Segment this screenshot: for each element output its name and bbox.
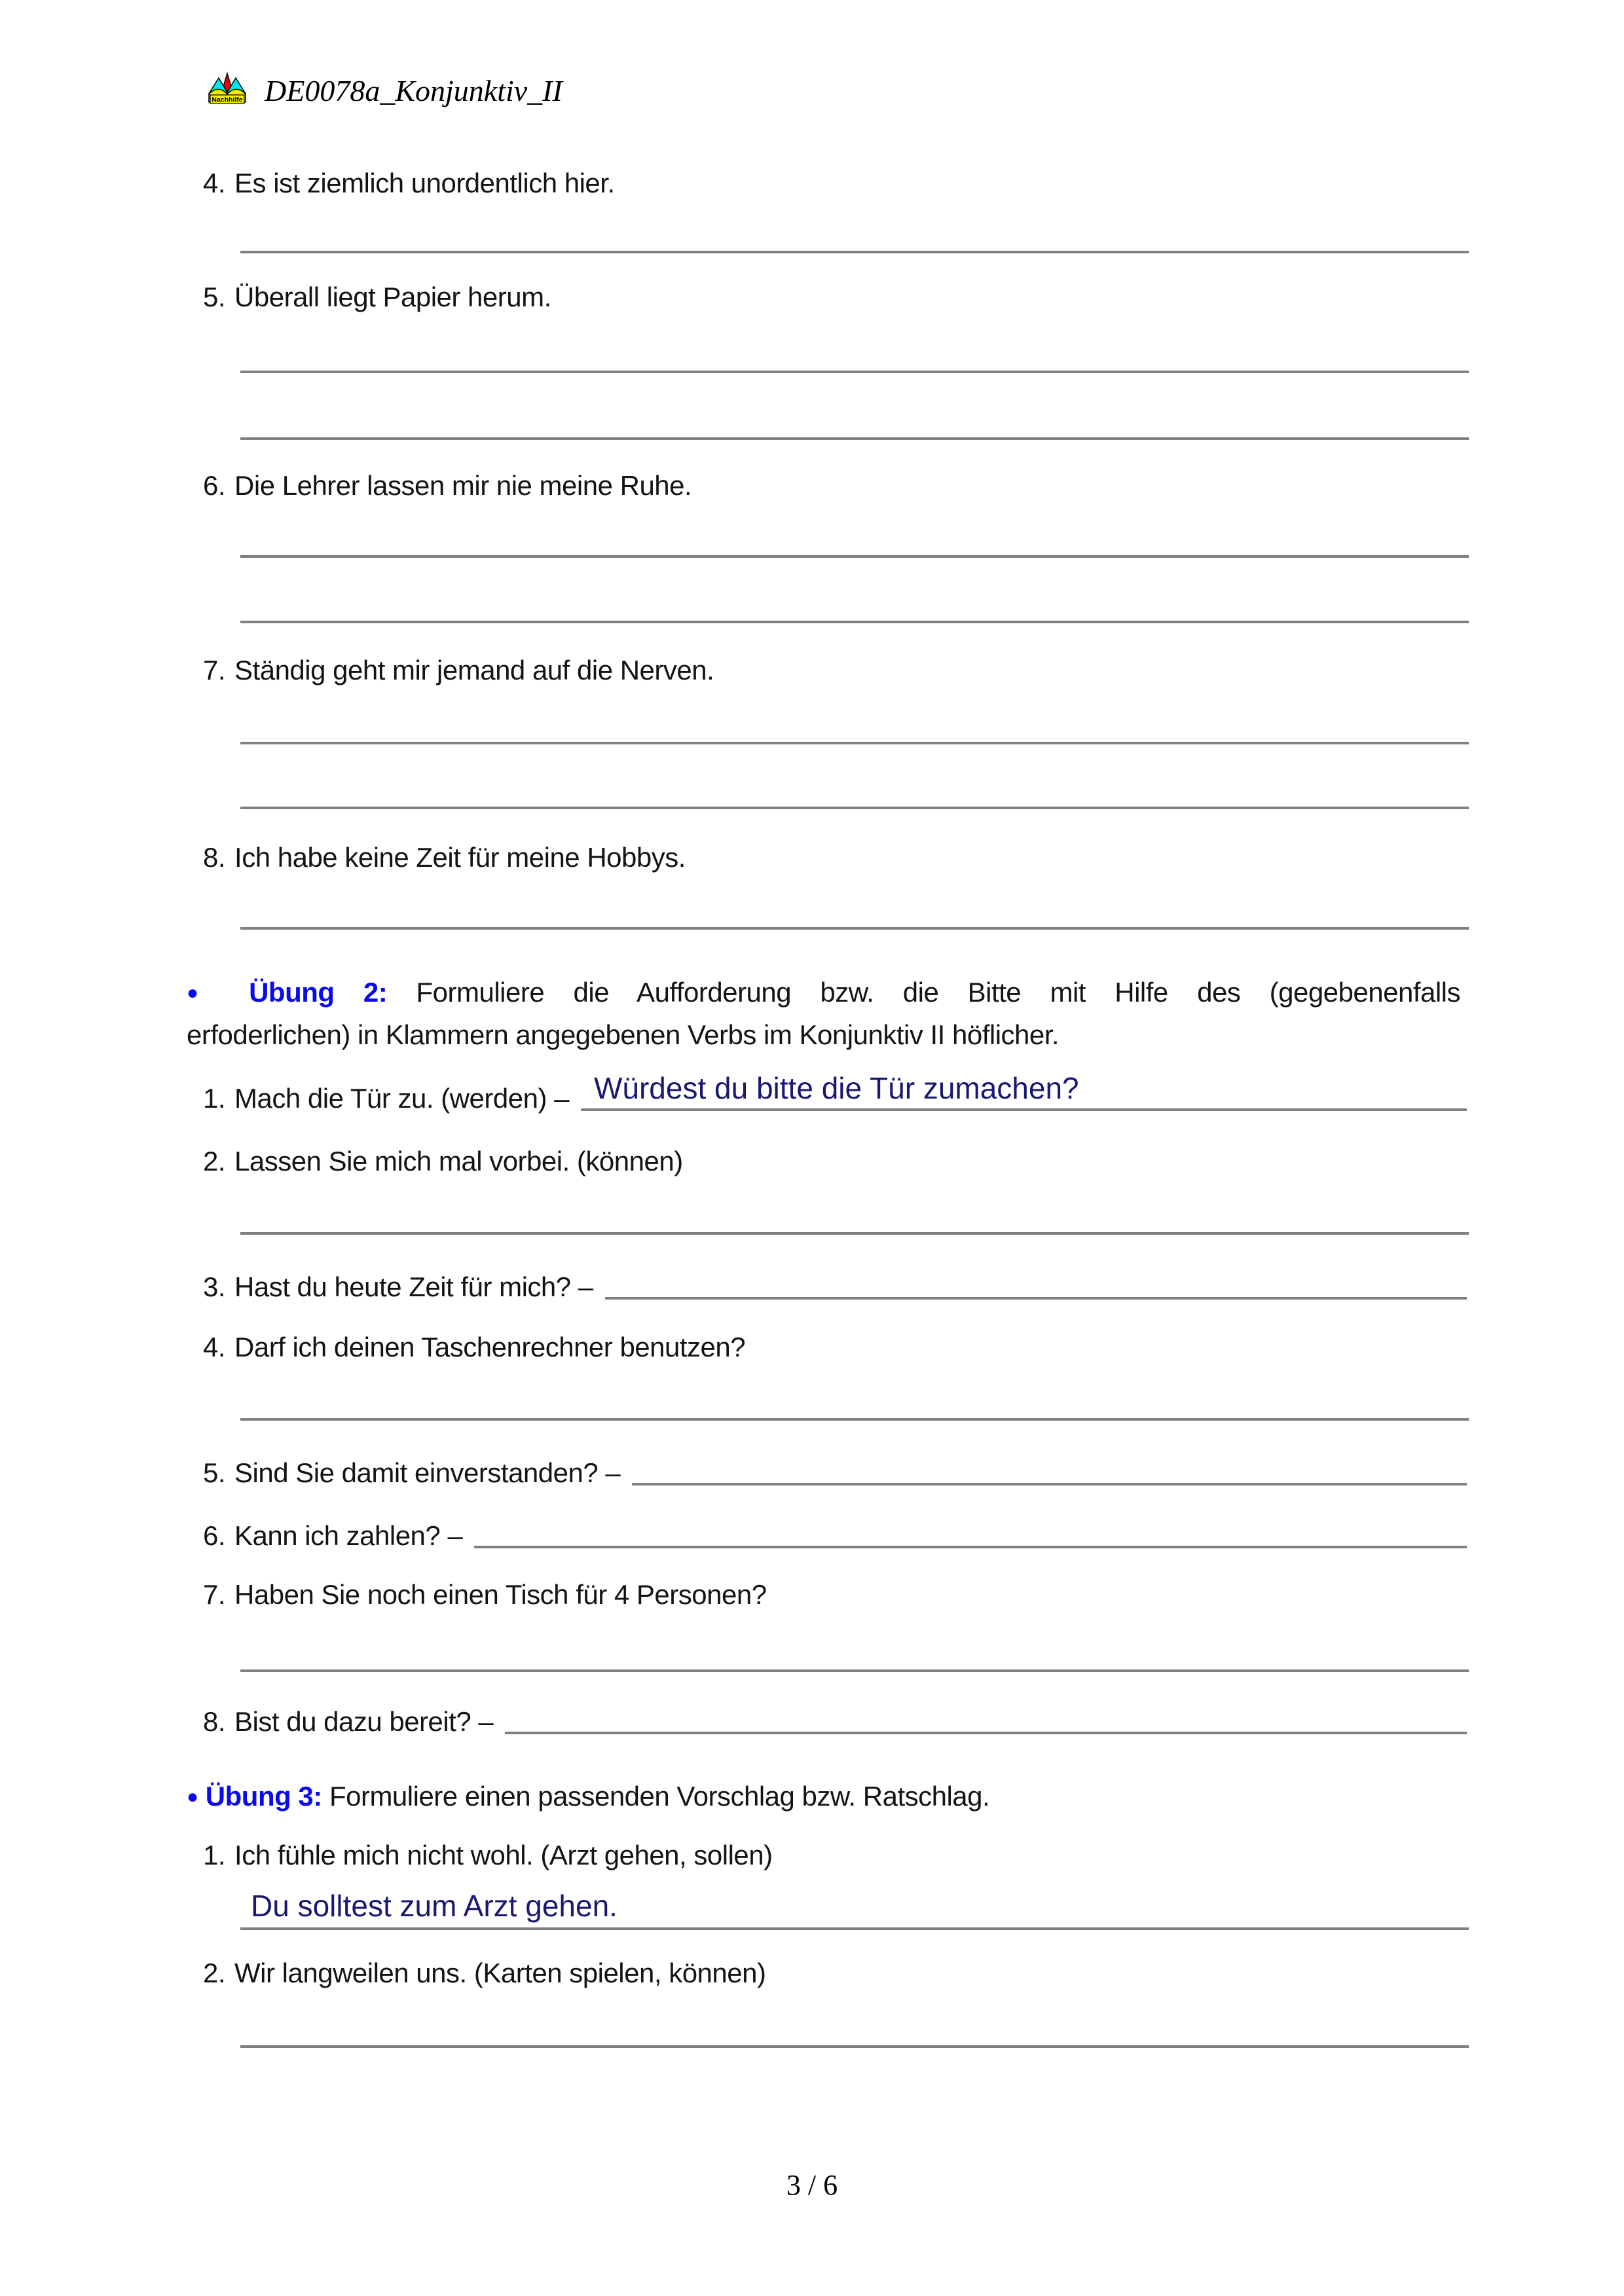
ex2-item-3: [203, 1265, 1467, 1303]
ex2-label: Übung 2:: [249, 977, 388, 1008]
item-number: 8.: [203, 842, 226, 873]
nachhilfe-logo-icon: [207, 71, 248, 106]
item-text: Darf ich deinen Taschenrechner benutzen?: [234, 1332, 746, 1362]
item-text: Überall liegt Papier herum.: [234, 282, 551, 312]
answer-blank-line: [240, 1886, 1469, 1930]
ex3-heading-line: [187, 1776, 1460, 1818]
answer-blank-line: [240, 807, 1469, 809]
item-text: Lassen Sie mich mal vorbei. (können): [234, 1146, 683, 1176]
ex1-item-5: [203, 275, 1467, 313]
ex1-item-7: [203, 648, 1467, 686]
answer-blank-line: [240, 1418, 1469, 1421]
item-number: 6.: [203, 1520, 226, 1551]
ex2-item-1: [203, 1071, 1467, 1114]
answer-blank-line: [474, 1546, 1467, 1548]
answer-blank-line: [240, 251, 1469, 253]
item-text: Hast du heute Zeit für mich? –: [234, 1271, 593, 1302]
answer-blank-line: [605, 1297, 1467, 1300]
ex2-item-6: [203, 1514, 1467, 1552]
ex3-heading: [187, 1776, 1460, 1818]
answer-blank-line: [240, 742, 1469, 744]
item-text: Mach die Tür zu. (werden) –: [234, 1083, 569, 1114]
item-number: 4.: [203, 1332, 226, 1362]
ex1-item-6: [203, 464, 1467, 501]
item-number: 7.: [203, 1579, 226, 1610]
document-title: DE0078a_Konjunktiv_II: [265, 74, 563, 107]
answer-blank-line: [240, 2045, 1469, 2048]
answer-blank-line: [581, 1070, 1467, 1111]
ex2-instructions-part1: Formuliere die Aufforderung bzw. die Bitte mit Hilfe des (gegebenenfalls: [416, 977, 1461, 1008]
page-number: 3 / 6: [786, 2169, 838, 2201]
item-number: 6.: [203, 470, 226, 501]
item-text: Ständig geht mir jemand auf die Nerven.: [234, 655, 714, 685]
item-number: 7.: [203, 655, 226, 685]
answer-blank-line: [240, 437, 1469, 440]
item-text: Bist du dazu bereit? –: [234, 1706, 494, 1737]
bullet-icon: ●: [187, 1786, 198, 1808]
answer-blank-line: [240, 1669, 1469, 1672]
item-number: 8.: [203, 1706, 226, 1737]
ex2-item-5: [203, 1451, 1467, 1489]
ex3-item-2: [203, 1951, 1467, 1989]
item-number: 4.: [203, 168, 226, 198]
ex2-item-7: [203, 1573, 1467, 1611]
item-text: Es ist ziemlich unordentlich hier.: [234, 168, 615, 198]
item-text: Kann ich zahlen? –: [234, 1520, 463, 1551]
item-text: Ich fühle mich nicht wohl. (Arzt gehen, sollen): [234, 1840, 773, 1870]
ex2-heading: [187, 972, 1460, 1056]
item-text: Die Lehrer lassen mir nie meine Ruhe.: [234, 470, 692, 501]
ex3-item-1: [203, 1833, 1467, 1871]
answer-blank-line: [240, 555, 1469, 558]
item-text: Ich habe keine Zeit für meine Hobbys.: [234, 842, 686, 873]
logo-text: Nachhilfe: [212, 96, 243, 104]
ex2-instructions-part2: erfoderlichen) in Klammern angegebenen Verbs im Konjunktiv II höflicher.: [187, 1019, 1060, 1050]
item-number: 2.: [203, 1146, 226, 1176]
ex2-heading-line1: [187, 972, 1460, 1014]
item-text: Sind Sie damit einverstanden? –: [234, 1457, 621, 1488]
ex2-item-4: [203, 1325, 1467, 1363]
answer-blank-line: [240, 371, 1469, 373]
answer-blank-line: [240, 927, 1469, 930]
answer-blank-line: [505, 1732, 1467, 1734]
bullet-icon: ●: [187, 982, 220, 1004]
item-number: 3.: [203, 1271, 226, 1302]
item-number: 1.: [203, 1083, 226, 1114]
item-number: 1.: [203, 1840, 226, 1870]
ex1-item-4: [203, 161, 1467, 199]
handwritten-answer: Du solltest zum Arzt gehen.: [251, 1889, 618, 1923]
ex3-label: Übung 3:: [205, 1781, 322, 1812]
item-number: 5.: [203, 282, 226, 312]
item-text: Haben Sie noch einen Tisch für 4 Personen?: [234, 1579, 767, 1610]
ex2-item-8: [203, 1700, 1467, 1738]
ex3-instructions: Formuliere einen passenden Vorschlag bzw. Ratschlag.: [329, 1781, 990, 1812]
ex1-item-8: [203, 835, 1467, 873]
answer-blank-line: [240, 621, 1469, 623]
ex2-item-2: [203, 1139, 1467, 1177]
answer-blank-line: [240, 1232, 1469, 1235]
item-text: Wir langweilen uns. (Karten spielen, können): [234, 1958, 766, 1988]
answer-blank-line: [632, 1483, 1467, 1485]
item-number: 5.: [203, 1457, 226, 1488]
handwritten-answer: Würdest du bitte die Tür zumachen?: [593, 1071, 1079, 1105]
item-number: 2.: [203, 1958, 226, 1988]
